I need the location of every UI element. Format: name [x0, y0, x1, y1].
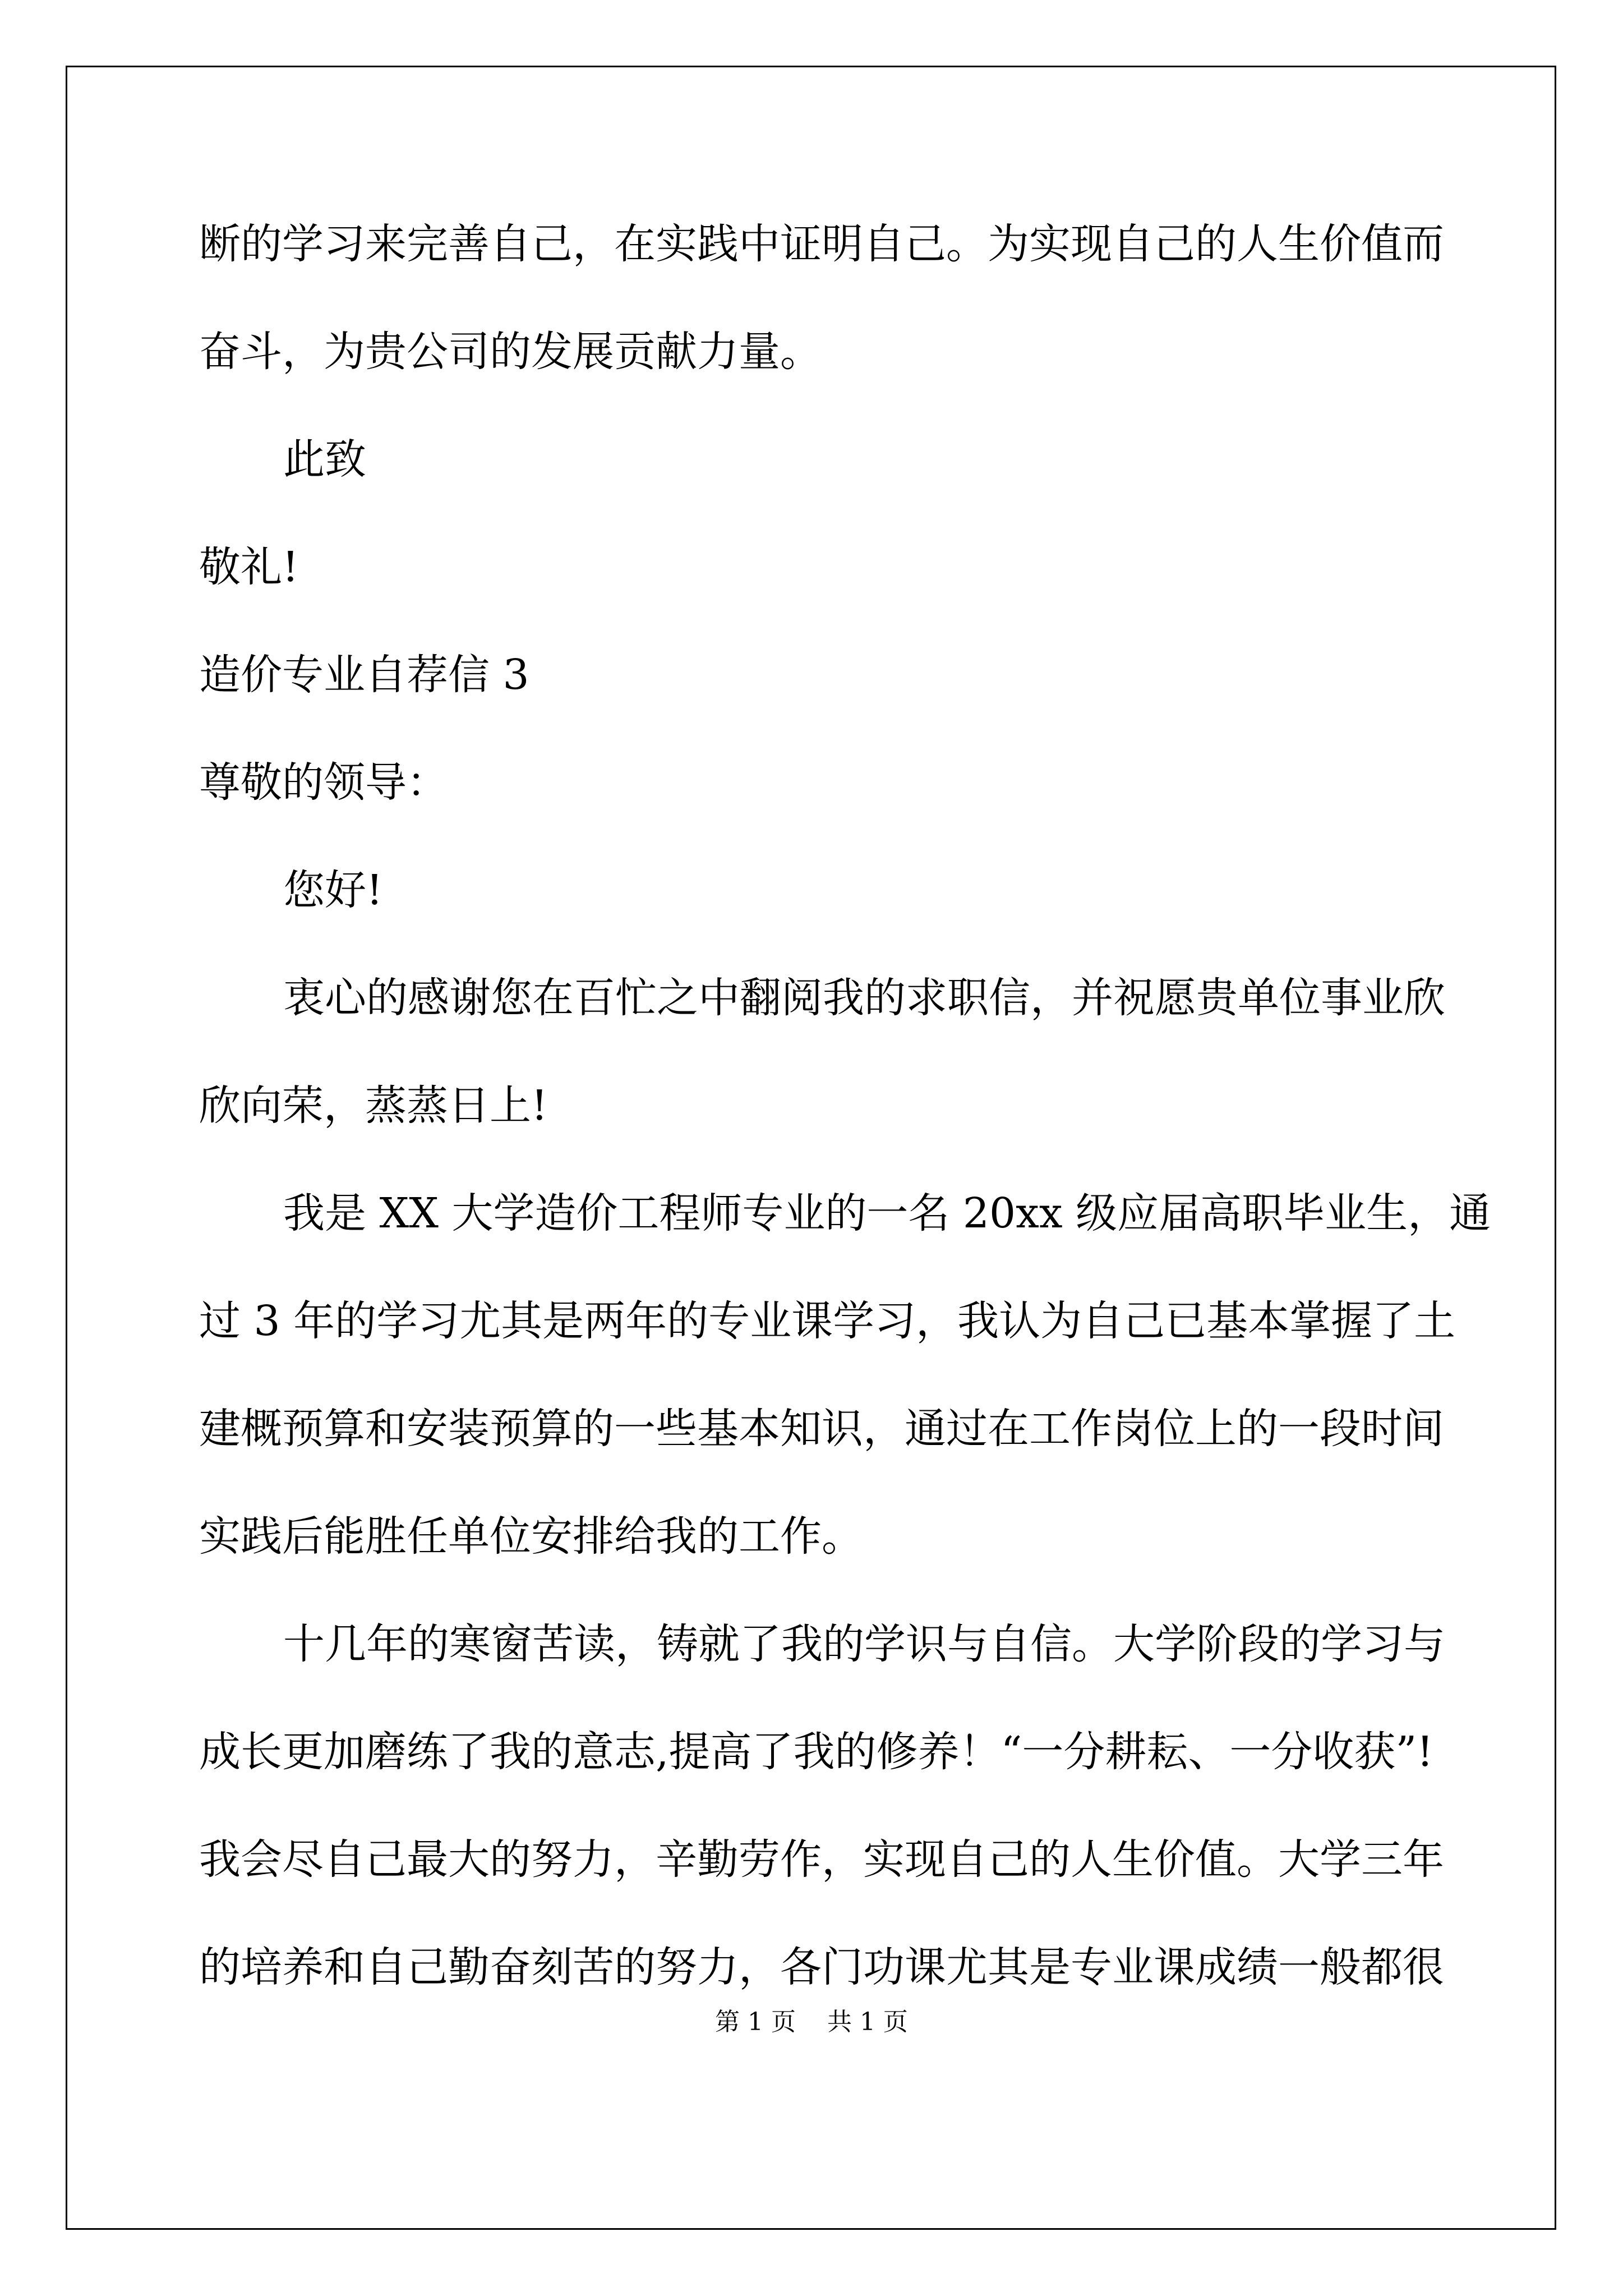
letter-hello: 您好!	[283, 866, 383, 914]
text-line: 实践后能胜任单位安排给我的工作。	[199, 1512, 863, 1561]
text-line: 我是 XX 大学造价工程师专业的一名 20xx 级应届高职毕业生，通	[283, 1189, 1491, 1237]
text-line: 断的学习来完善自己，在实践中证明自己。为实现自己的人生价值而	[199, 220, 1444, 268]
page-border	[66, 66, 1556, 2230]
text-line: 过 3 年的学习尤其是两年的专业课学习，我认为自己已基本掌握了土	[199, 1297, 1456, 1345]
text-line: 建概预算和安装预算的一些基本知识，通过在工作岗位上的一段时间	[199, 1405, 1444, 1453]
letter-heading: 造价专业自荐信 3	[199, 651, 529, 699]
closing-regards: 敬礼!	[199, 543, 299, 591]
page-footer: 第 1 页 共 1 页	[715, 2008, 908, 2036]
text-line: 成长更加磨练了我的意志,提高了我的修养！“一分耕耘、一分收获”!	[199, 1728, 1433, 1776]
text-line: 衷心的感谢您在百忙之中翻阅我的求职信，并祝愿贵单位事业欣	[283, 974, 1445, 1022]
closing-salutation: 此致	[283, 435, 366, 484]
letter-greeting: 尊敬的领导：	[199, 758, 448, 807]
text-line: 欣向荣，蒸蒸日上!	[199, 1082, 548, 1130]
text-line: 我会尽自己最大的努力，辛勤劳作，实现自己的人生价值。大学三年	[199, 1835, 1444, 1884]
text-line: 奋斗，为贵公司的发展贡献力量。	[199, 328, 822, 376]
text-line: 十几年的寒窗苦读，铸就了我的学识与自信。大学阶段的学习与	[283, 1620, 1445, 1668]
text-line: 的培养和自己勤奋刻苦的努力，各门功课尤其是专业课成绩一般都很	[199, 1943, 1444, 1991]
